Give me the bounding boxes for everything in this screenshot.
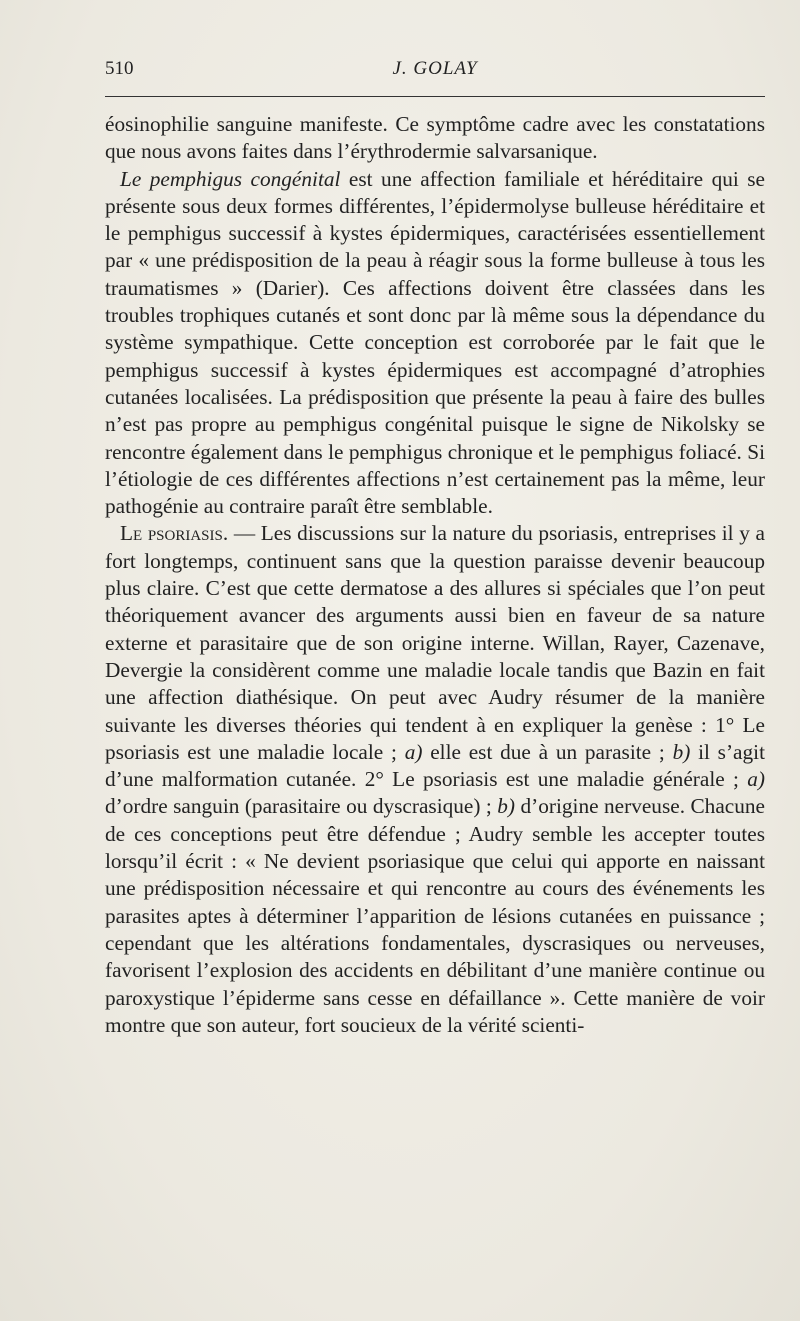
page-number: 510	[105, 58, 134, 79]
list-label-b1: b)	[672, 739, 691, 764]
paragraph-3-text-d: d’ordre sanguin (parasitaire ou dyscrasique) ;	[105, 794, 498, 819]
running-head: J. GOLAY	[392, 58, 478, 79]
header-rule	[105, 96, 765, 97]
paragraph-3-text-e: d’origine nerveuse. Chacune de ces conceptions peut être défendue ; Audry semble les accepter toutes lorsqu’il écrit : « Ne devient psoriasique que celui qui apporte en naissant une prédisposition nécessaire et qui rencontre au cours des événements les parasites aptes à déterminer l’apparition de lésions cutanées en puissance ; cependant que les altérations fondamentales, dyscrasiques ou nerveuses, favorisent l’explosion des accidents en débilitant d’une manière continue ou paroxystique l’épiderme sans cesse en défaillance ». Cette manière de voir montre que son auteur, fort soucieux de la vérité scienti-	[105, 794, 765, 1037]
list-label-a1: a)	[404, 739, 423, 764]
paragraph-2-text: est une affection familiale et héréditaire qui se présente sous deux formes différentes, l’épidermolyse bulleuse héréditaire et le pemphigus successif à kystes épidermiques, caractérisées essentiellement par « une prédisposition de la peau à réagir sous la forme bulleuse à tous les traumatismes » (Darier). Ces affections doivent être classées dans les troubles trophiques cutanés et sont donc par là même sous la dépendance du système sympathique. Cette conception est corroborée par le fait que le pemphigus successif à kystes épidermiques est accompagné d’atrophies cutanées localisées. La prédisposition que présente la peau à faire des bulles n’est pas propre au pemphigus congénital puisque le signe de Nikolsky se rencontre également dans le pemphigus chronique et le pemphigus foliacé. Si l’étiologie de ces différentes affections n’est certainement pas la même, leur pathogénie au contraire paraît être semblable.	[105, 166, 765, 519]
paragraph-3-text-a: — Les discussions sur la nature du psoriasis, entreprises il y a fort longtemps, continuent sans que la question paraisse devenir beaucoup plus claire. C’est que cette dermatose a des allures si spéciales que l’on peut théoriquement avancer des arguments aussi bien en faveur de sa nature externe et parasitaire que de son origine interne. Willan, Rayer, Cazenave, Devergie la considèrent comme une maladie locale tandis que Bazin en fait une affection diathésique. On peut avec Audry résumer de la manière suivante les diverses théories qui tendent à en expliquer la genèse : 1° Le psoriasis est une maladie locale ;	[105, 521, 766, 764]
list-label-a2: a)	[747, 767, 765, 792]
paragraph-1-text: éosinophilie sanguine manifeste. Ce symptôme cadre avec les constatations que nous avons faites dans l’érythrodermie salvarsanique.	[105, 112, 765, 164]
list-label-b2: b)	[497, 794, 516, 819]
body-text	[105, 111, 765, 1039]
pemphigus-heading: Le pemphigus congénital	[120, 166, 341, 191]
paragraph-3-text-b: elle est due à un parasite ;	[422, 739, 673, 764]
paragraph-1	[105, 111, 765, 166]
page-header	[105, 58, 765, 86]
psoriasis-heading: Le psoriasis.	[120, 521, 229, 546]
paragraph-2	[105, 166, 765, 521]
paragraph-3-text-c: il s’agit d’une malformation cutanée. 2° Le psoriasis est une maladie générale ;	[105, 739, 765, 792]
paragraph-3	[105, 520, 765, 1039]
